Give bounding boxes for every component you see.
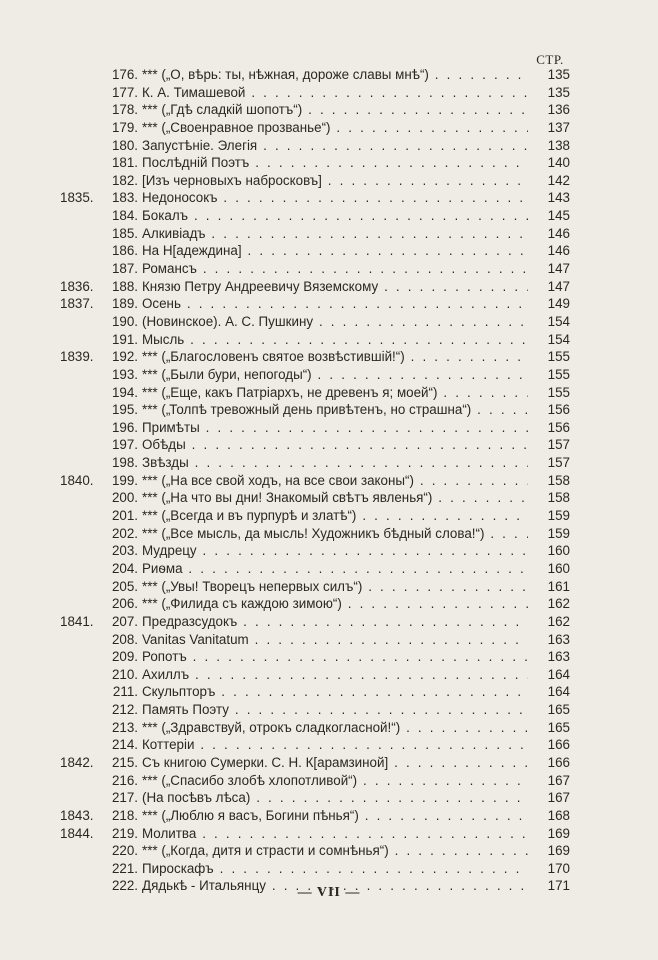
toc-entry xyxy=(60,825,570,843)
toc-entry xyxy=(60,154,570,172)
entry-page: 165 xyxy=(547,702,570,718)
entry-number: 192. xyxy=(111,349,138,365)
entry-page: 149 xyxy=(547,296,570,312)
toc-entry xyxy=(60,454,570,472)
entry-title: Коттеріи . . . xyxy=(142,736,528,754)
entry-number: 204. xyxy=(111,560,138,576)
entry-title: Мысль . . . xyxy=(142,331,528,349)
entry-page: 162 xyxy=(547,613,570,629)
toc-entry xyxy=(60,137,570,155)
entry-number: 183. xyxy=(111,190,138,206)
entry-title: Алкивіадъ . . . xyxy=(142,225,528,243)
entry-number: 185. xyxy=(111,225,138,241)
entry-number: 195. xyxy=(111,402,138,418)
entry-title: *** („Увы! Творецъ непервых силъ“) . . . xyxy=(142,578,528,596)
toc-entry xyxy=(60,666,570,684)
entry-page: 160 xyxy=(547,543,570,559)
entry-title: Ахиллъ . . . xyxy=(142,666,528,684)
entry-page: 143 xyxy=(547,190,570,206)
toc-entry xyxy=(60,207,570,225)
toc-entry xyxy=(60,278,570,296)
entry-title: *** („Были бури, непогоды“) . . . xyxy=(142,366,528,384)
entry-title: Съ книгою Сумерки. С. Н. К[арамзиной] . . . xyxy=(142,754,528,772)
entry-page: 147 xyxy=(547,278,570,294)
toc-entry xyxy=(60,366,570,384)
entry-page: 158 xyxy=(547,472,570,488)
entry-year: 1843. xyxy=(60,807,94,823)
entry-title: *** („О, вѣрь: ты, нѣжная, дороже славы мнѣ“) . . . xyxy=(142,66,528,84)
entry-number: 179. xyxy=(111,119,138,135)
entry-number: 201. xyxy=(111,508,138,524)
entry-page: 140 xyxy=(547,155,570,171)
entry-title: Ропотъ . . . xyxy=(142,648,528,666)
toc-entry xyxy=(60,736,570,754)
entry-page: 164 xyxy=(547,666,570,682)
toc-entry xyxy=(60,860,570,878)
entry-title: Мудрецу . . . xyxy=(142,542,528,560)
entry-page: 154 xyxy=(547,313,570,329)
entry-number: 181. xyxy=(111,155,138,171)
entry-title: *** („Своенравное прозванье“) . . . xyxy=(142,119,528,137)
entry-number: 212. xyxy=(111,702,138,718)
toc-entry xyxy=(60,242,570,260)
entry-title: Память Поэту . . . xyxy=(142,701,528,719)
entry-page: 169 xyxy=(547,825,570,841)
entry-page: 171 xyxy=(547,878,570,894)
entry-title: Примѣты . . . xyxy=(142,419,528,437)
entry-number: 176. xyxy=(111,67,138,82)
entry-title: [Изъ черновыхъ набросковъ] . . . xyxy=(142,172,528,190)
toc-entry xyxy=(60,807,570,825)
entry-title: *** („Здравствуй, отрокъ сладкогласной!“) . . . xyxy=(142,719,528,737)
entry-page: 146 xyxy=(547,225,570,241)
entry-number: 214. xyxy=(111,737,138,753)
entry-year: 1837. xyxy=(60,296,94,312)
toc-entry xyxy=(60,119,570,137)
entry-title: Звѣзды . . . xyxy=(142,454,528,472)
entry-title: Бокалъ . . . xyxy=(142,207,528,225)
entry-number: 215. xyxy=(111,754,138,770)
page-column-header: СТР. xyxy=(536,52,564,67)
toc-entry xyxy=(60,542,570,560)
toc-entry xyxy=(60,507,570,525)
entry-title: Скульпторъ . . . xyxy=(142,683,528,701)
entry-number: 184. xyxy=(111,208,138,224)
entry-page: 155 xyxy=(547,384,570,400)
entry-page: 137 xyxy=(547,119,570,135)
entry-number: 216. xyxy=(111,772,138,788)
entry-number: 209. xyxy=(111,649,138,665)
entry-page: 135 xyxy=(547,84,570,100)
entry-page: 158 xyxy=(547,490,570,506)
entry-number: 193. xyxy=(111,366,138,382)
entry-title: *** („Филида съ каждою зимою“) . . . xyxy=(142,595,528,613)
entry-title: Запустѣніе. Элегія . . . xyxy=(142,137,528,155)
toc-entry xyxy=(60,754,570,772)
entry-page: 162 xyxy=(547,596,570,612)
entry-title: *** („Спасибо злобѣ хлопотливой“) . . . xyxy=(142,772,528,790)
toc-entry xyxy=(60,313,570,331)
entry-number: 178. xyxy=(111,102,138,118)
entry-number: 197. xyxy=(111,437,138,453)
toc-entry xyxy=(60,525,570,543)
toc-entry xyxy=(60,578,570,596)
entry-number: 219. xyxy=(111,825,138,841)
entry-page: 156 xyxy=(547,402,570,418)
entry-page: 167 xyxy=(547,790,570,806)
entry-number: 211. xyxy=(112,684,138,700)
entry-page: 157 xyxy=(547,437,570,453)
entry-title: *** („Люблю я васъ, Богини пѣнья“) . . . xyxy=(142,807,528,825)
toc-entry xyxy=(60,66,570,84)
entry-title: (На посѣвъ лѣса) . . . xyxy=(142,789,528,807)
entry-year: 1836. xyxy=(60,278,94,294)
entry-page: 146 xyxy=(547,243,570,259)
entry-title: (Новинское). А. С. Пушкину . . . xyxy=(142,313,528,331)
entry-number: 222. xyxy=(111,878,138,894)
entry-year: 1844. xyxy=(60,825,94,841)
toc-entry xyxy=(60,172,570,190)
entry-title: Обѣды . . . xyxy=(142,436,528,454)
entry-title: *** („Когда, дитя и страсти и сомнѣнья“) . . . xyxy=(142,842,528,860)
toc-entry xyxy=(60,384,570,402)
toc-entry xyxy=(60,789,570,807)
entry-page: 145 xyxy=(547,208,570,224)
entry-page: 170 xyxy=(547,860,570,876)
toc-entry xyxy=(60,595,570,613)
entry-number: 189. xyxy=(111,296,138,312)
entry-page: 159 xyxy=(547,508,570,524)
toc-entry xyxy=(60,648,570,666)
entry-title: Пироскафъ . . . xyxy=(142,860,528,878)
entry-title: *** („Гдѣ сладкій шопотъ“) . . . xyxy=(142,101,528,119)
entry-title: Послѣдній Поэтъ . . . xyxy=(142,154,528,172)
entry-number: 210. xyxy=(111,666,138,682)
entry-page: 161 xyxy=(547,578,570,594)
entry-page: 166 xyxy=(547,754,570,770)
toc-entry xyxy=(60,560,570,578)
entry-number: 194. xyxy=(111,384,138,400)
entry-number: 205. xyxy=(111,578,138,594)
toc-entry xyxy=(60,683,570,701)
toc-entry xyxy=(60,436,570,454)
toc-entry xyxy=(60,84,570,102)
entry-page: 164 xyxy=(547,684,570,700)
entry-number: 199. xyxy=(111,472,138,488)
entry-year: 1842. xyxy=(60,754,94,770)
entry-number: 200. xyxy=(111,490,138,506)
entry-page: 155 xyxy=(547,366,570,382)
entry-page: 166 xyxy=(547,737,570,753)
entry-page: 142 xyxy=(547,172,570,188)
toc-entry xyxy=(60,260,570,278)
entry-page: 163 xyxy=(547,649,570,665)
entry-page: 154 xyxy=(547,331,570,347)
entry-page: 165 xyxy=(547,719,570,735)
entry-year: 1839. xyxy=(60,349,94,365)
toc-entry xyxy=(60,719,570,737)
entry-title: Риѳма . . . xyxy=(142,560,528,578)
entry-year: 1840. xyxy=(60,472,94,488)
entry-page: 160 xyxy=(547,560,570,576)
entry-number: 203. xyxy=(111,543,138,559)
entry-page: 135 xyxy=(547,67,570,82)
toc-entry xyxy=(60,101,570,119)
entry-page: 163 xyxy=(547,631,570,647)
entry-number: 202. xyxy=(111,525,138,541)
toc-entry xyxy=(60,631,570,649)
entry-number: 217. xyxy=(111,790,138,806)
entry-title: *** („Еще, какъ Патріархъ, не древенъ я; моей“) . . . xyxy=(142,384,528,402)
entry-title: Князю Петру Андреевичу Вяземскому . . . xyxy=(142,278,528,296)
entry-page: 169 xyxy=(547,843,570,859)
entry-number: 220. xyxy=(111,843,138,859)
entry-title: *** („Толпѣ тревожный день привѣтенъ, но страшна“) . . . xyxy=(142,401,528,419)
toc-entry xyxy=(60,419,570,437)
entry-number: 187. xyxy=(111,261,138,277)
entry-title: Романсъ . . . xyxy=(142,260,528,278)
entry-number: 182. xyxy=(111,172,138,188)
toc-entry xyxy=(60,295,570,313)
entry-number: 198. xyxy=(111,455,138,471)
toc-entry xyxy=(60,489,570,507)
entry-title: Дядькѣ - Итальянцу . . . xyxy=(142,877,528,895)
entry-title: Молитва . . . xyxy=(142,825,528,843)
entry-page: 159 xyxy=(547,525,570,541)
entry-page: 136 xyxy=(547,102,570,118)
entry-number: 180. xyxy=(111,137,138,153)
toc-entry xyxy=(60,225,570,243)
entry-title: Осень . . . xyxy=(142,295,528,313)
entry-page: 156 xyxy=(547,419,570,435)
entry-title: *** („Благословенъ святое возвѣстившій!“) . . . xyxy=(142,348,528,366)
entry-page: 138 xyxy=(547,137,570,153)
toc-entry xyxy=(60,842,570,860)
entry-number: 213. xyxy=(111,719,138,735)
toc-entry xyxy=(60,348,570,366)
entry-page: 167 xyxy=(547,772,570,788)
entry-page: 168 xyxy=(547,807,570,823)
entry-number: 196. xyxy=(111,419,138,435)
entry-title: На Н[адеждина] . . . xyxy=(142,242,528,260)
toc-entry xyxy=(60,331,570,349)
entry-title: Недоносокъ . . . xyxy=(142,189,528,207)
entry-title: *** („На все свой ходъ, на все свои законы“) . . . xyxy=(142,472,528,490)
entry-year: 1841. xyxy=(60,613,94,629)
entry-title: Предразсудокъ . . . xyxy=(142,613,528,631)
entry-number: 191. xyxy=(111,331,138,347)
entry-page: 155 xyxy=(547,349,570,365)
entry-number: 218. xyxy=(111,807,138,823)
entry-title: *** („Все мысль, да мысль! Художникъ бѣдный слова!“) . . . xyxy=(142,525,528,543)
entry-year: 1835. xyxy=(60,190,94,206)
entry-page: 147 xyxy=(547,261,570,277)
toc-entry xyxy=(60,472,570,490)
entry-number: 208. xyxy=(111,631,138,647)
entry-number: 221. xyxy=(111,860,138,876)
entry-number: 186. xyxy=(111,243,138,259)
toc-entry xyxy=(60,772,570,790)
toc-entry xyxy=(60,189,570,207)
entry-number: 190. xyxy=(111,313,138,329)
toc-entry xyxy=(60,401,570,419)
entry-title: К. А. Тимашевой . . . xyxy=(142,84,528,102)
toc-entry xyxy=(60,701,570,719)
page-number: — VII — xyxy=(297,885,361,900)
toc-entry xyxy=(60,613,570,631)
entry-page: 157 xyxy=(547,455,570,471)
entry-number: 206. xyxy=(111,596,138,612)
entry-number: 188. xyxy=(111,278,138,294)
entry-title: *** („Всегда и въ пурпурѣ и златѣ“) . . . xyxy=(142,507,528,525)
entry-number: 207. xyxy=(111,613,138,629)
entry-title: *** („На что вы дни! Знакомый свѣтъ явленья“) . . . xyxy=(142,489,528,507)
entry-number: 177. xyxy=(111,84,138,100)
entry-title: Vanitas Vanitatum . . . xyxy=(142,631,528,649)
table-of-contents xyxy=(60,66,570,895)
